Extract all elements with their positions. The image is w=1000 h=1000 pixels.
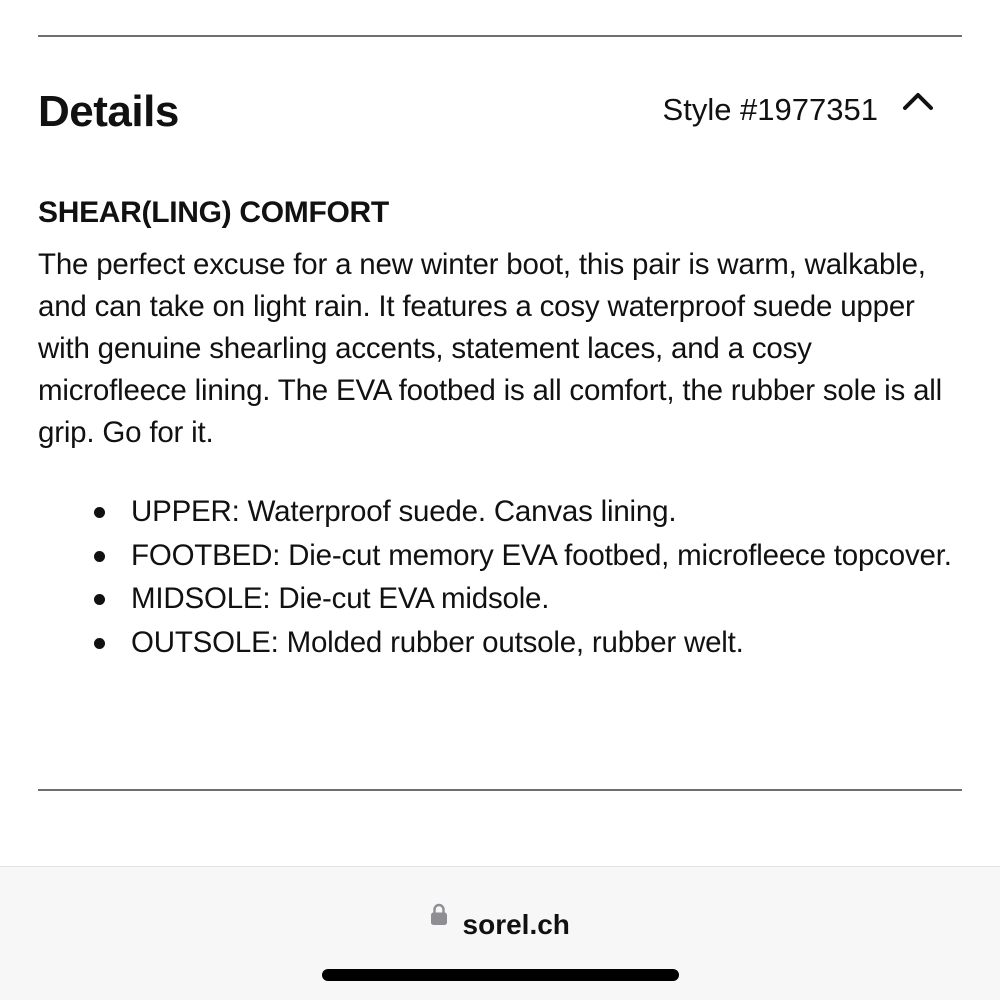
bullet-icon [94,594,105,605]
feature-text: UPPER: Waterproof suede. Canvas lining. [131,495,677,528]
section-divider-bottom [38,789,962,791]
chevron-up-icon [898,86,938,120]
feature-item-midsole [38,577,968,621]
details-accordion-header[interactable] [38,80,962,144]
bullet-icon [94,551,105,562]
browser-bottom-bar [0,866,1000,1000]
feature-text: FOOTBED: Die-cut memory EVA footbed, microfleece topcover. [131,538,952,572]
lock-icon [430,902,448,942]
feature-item-upper [38,490,968,534]
home-indicator[interactable] [322,969,679,981]
collapse-details-button[interactable] [898,86,938,120]
feature-text: OUTSOLE: Molded rubber outsole, rubber welt. [131,625,744,659]
product-description: The perfect excuse for a new winter boot, this pair is warm, walkable, and can take on light rain. It features a cosy waterproof suede upper with genuine shearling accents, statement laces, and a cosy microfleece lining. The EVA footbed is all comfort, the rubber sole is all grip. Go for it. [38,248,942,449]
address-bar[interactable] [0,905,1000,945]
url-text: sorel.ch [462,909,570,940]
feature-item-outsole [38,621,968,665]
section-divider-top [38,35,962,37]
style-number: Style #1977351 [662,92,878,127]
section-heading: SHEAR(LING) COMFORT [38,196,389,229]
feature-text: MIDSOLE: Die-cut EVA midsole. [131,582,550,615]
bullet-icon [94,638,105,649]
details-title: Details [38,87,179,136]
bullet-icon [94,507,105,518]
details-content [38,194,968,664]
feature-item-footbed [38,534,968,578]
feature-list [38,490,968,664]
